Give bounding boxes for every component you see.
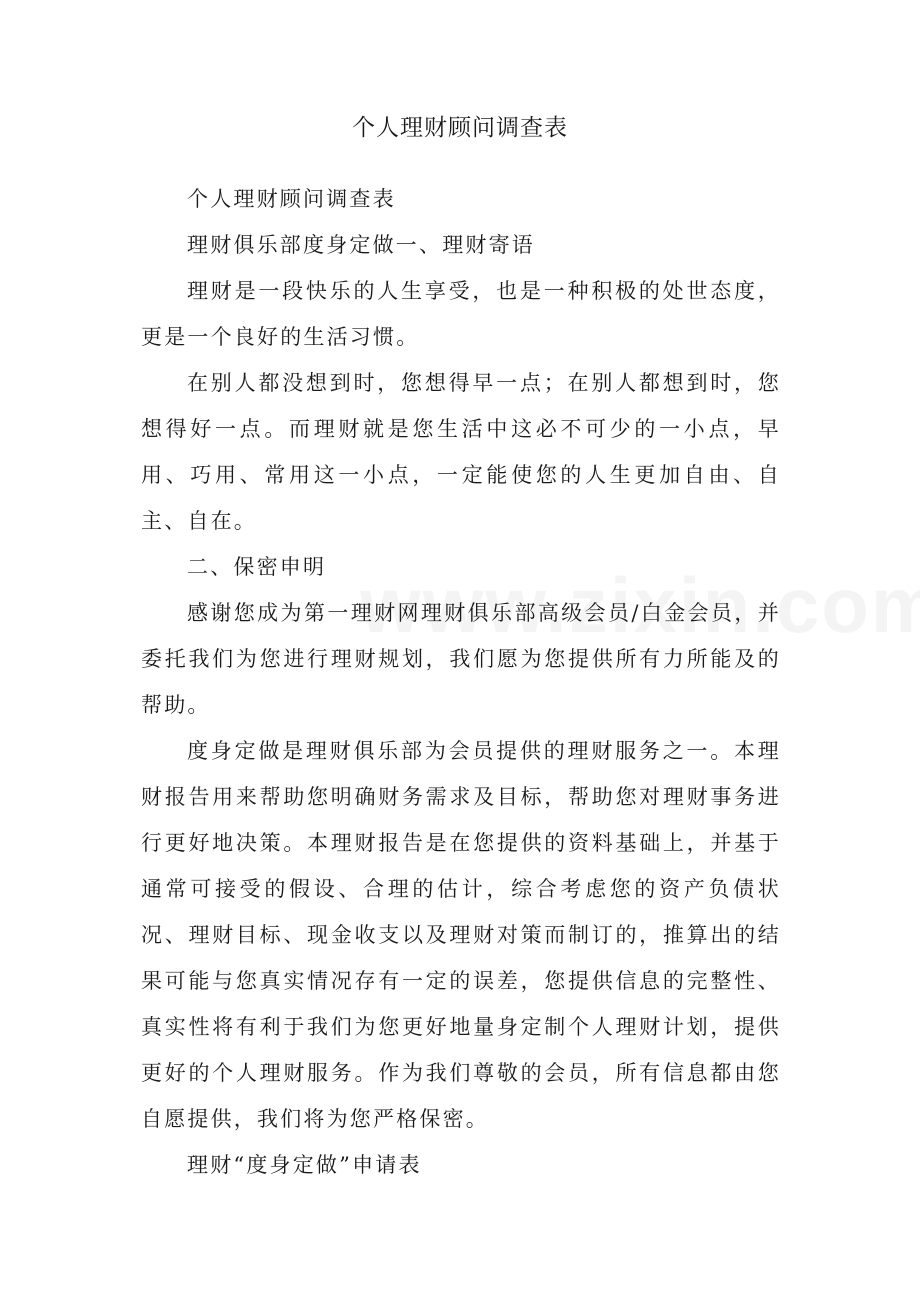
document-body (141, 176, 781, 1188)
paragraph-application-form-heading: 理财“度身定做”申请表 (187, 1153, 422, 1177)
paragraph-section-two-heading: 二、保密申明 (187, 555, 327, 579)
paragraph-section-one-heading: 理财俱乐部度身定做一、理财寄语 (187, 233, 535, 257)
paragraph-thanks: 感谢您成为第一理财网理财俱乐部高级会员/白金会员，并委托我们为您进行理财规划，我们愿为您提供所有力所能及的帮助。 (141, 601, 781, 717)
paragraph-finance-motto-continued: 在别人都没想到时，您想得早一点；在别人都想到时，您想得好一点。而理财就是您生活中这必不可少的一小点，早用、巧用、常用这一小点，一定能使您的人生更加自由、自主、自在。 (141, 371, 781, 533)
page-title: 个人理财顾问调查表 (352, 115, 568, 141)
paragraph-finance-motto: 理财是一段快乐的人生享受，也是一种积极的处世态度，更是一个良好的生活习惯。 (141, 279, 781, 349)
paragraph-service-description: 度身定做是理财俱乐部为会员提供的理财服务之一。本理财报告用来帮助您明确财务需求及目标，帮助您对理财事务进行更好地决策。本理财报告是在您提供的资料基础上，并基于通常可接受的假设、合理的估计，综合考虑您的资产负债状况、理财目标、现金收支以及理财对策而制订的，推算出的结果可能与您真实情况存有一定的误差，您提供信息的完整性、真实性将有利于我们为您更好地量身定制个人理财计划，提供更好的个人理财服务。作为我们尊敬的会员，所有信息都由您自愿提供，我们将为您严格保密。 (141, 739, 781, 1131)
paragraph-subtitle: 个人理财顾问调查表 (187, 187, 396, 211)
